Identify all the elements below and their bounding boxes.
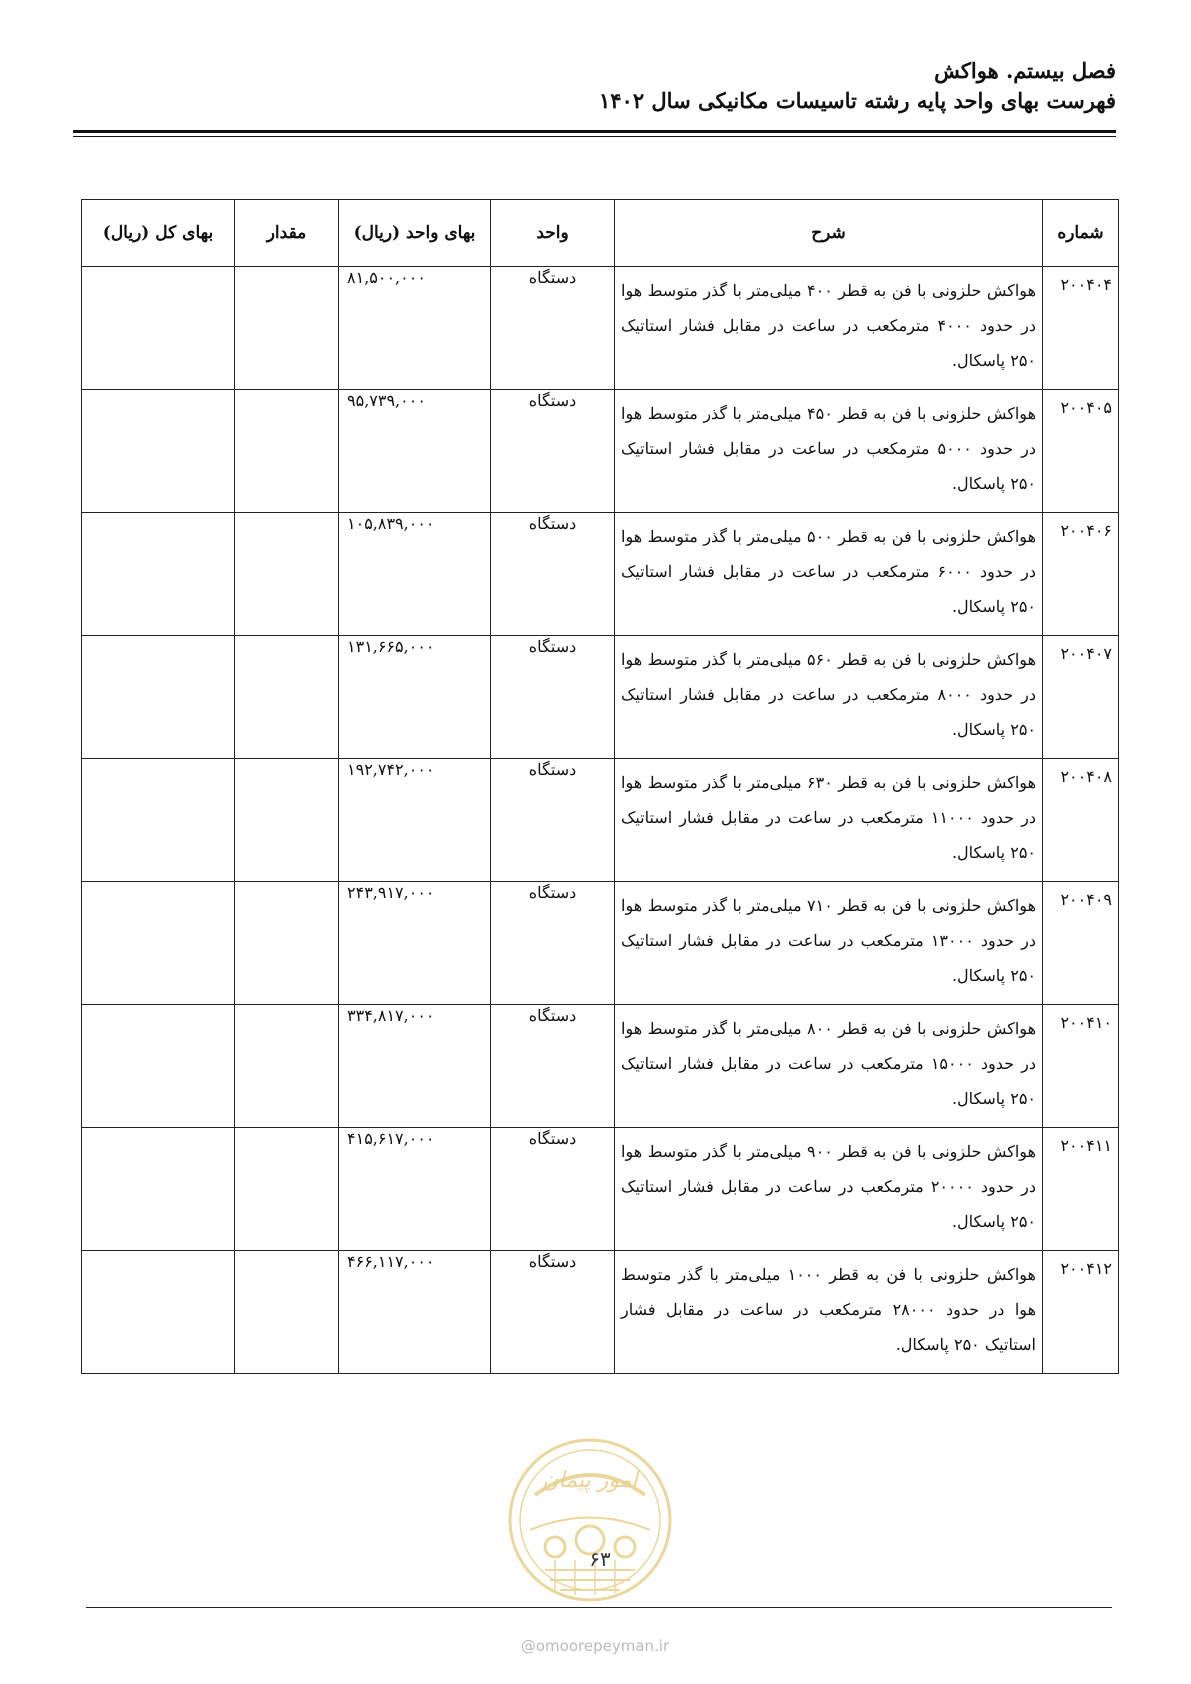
price-list-table [81, 199, 1119, 1374]
item-unit: دستگاه [491, 882, 615, 1005]
table-row [82, 882, 1119, 1005]
table-row [82, 1251, 1119, 1374]
header-rule-thick [73, 130, 1116, 133]
item-description: هواکش حلزونی با فن به قطر ۵۰۰ میلی‌متر با گذر متوسط هوا در حدود ۶۰۰۰ مترمکعب در ساعت در مقابل فشار استاتیک ۲۵۰ پاسکال. [615, 513, 1043, 636]
table-row [82, 390, 1119, 513]
item-unit: دستگاه [491, 636, 615, 759]
item-quantity [235, 390, 339, 513]
item-unit-price: ۹۵,۷۳۹,۰۰۰ [339, 390, 491, 513]
item-unit-price: ۸۱,۵۰۰,۰۰۰ [339, 267, 491, 390]
item-quantity [235, 882, 339, 1005]
item-total-price [82, 390, 235, 513]
table-header-row [82, 200, 1119, 267]
item-code: ۲۰۰۴۰۹ [1043, 882, 1119, 1005]
document-subtitle: فهرست بهای واحد پایه رشته تاسیسات مکانیکی سال ۱۴۰۲ [598, 88, 1116, 113]
col-header-unit: واحد [491, 200, 615, 267]
item-description: هواکش حلزونی با فن به قطر ۹۰۰ میلی‌متر با گذر متوسط هوا در حدود ۲۰۰۰۰ مترمکعب در ساعت در مقابل فشار استاتیک ۲۵۰ پاسکال. [615, 1128, 1043, 1251]
item-total-price [82, 267, 235, 390]
item-unit: دستگاه [491, 1251, 615, 1374]
website-handle: @omoorepeyman.ir [520, 1637, 670, 1655]
item-unit: دستگاه [491, 267, 615, 390]
item-unit-price: ۱۰۵,۸۳۹,۰۰۰ [339, 513, 491, 636]
item-code: ۲۰۰۴۰۸ [1043, 759, 1119, 882]
item-quantity [235, 1128, 339, 1251]
item-code: ۲۰۰۴۰۷ [1043, 636, 1119, 759]
item-code: ۲۰۰۴۱۱ [1043, 1128, 1119, 1251]
item-code: ۲۰۰۴۰۶ [1043, 513, 1119, 636]
item-total-price [82, 1251, 235, 1374]
item-description: هواکش حلزونی با فن به قطر ۴۵۰ میلی‌متر با گذر متوسط هوا در حدود ۵۰۰۰ مترمکعب در ساعت در مقابل فشار استاتیک ۲۵۰ پاسکال. [615, 390, 1043, 513]
item-total-price [82, 513, 235, 636]
item-description: هواکش حلزونی با فن به قطر ۸۰۰ میلی‌متر با گذر متوسط هوا در حدود ۱۵۰۰۰ مترمکعب در ساعت در مقابل فشار استاتیک ۲۵۰ پاسکال. [615, 1005, 1043, 1128]
col-header-code: شماره [1043, 200, 1119, 267]
item-description: هواکش حلزونی با فن به قطر ۴۰۰ میلی‌متر با گذر متوسط هوا در حدود ۴۰۰۰ مترمکعب در ساعت در مقابل فشار استاتیک ۲۵۰ پاسکال. [615, 267, 1043, 390]
item-quantity [235, 759, 339, 882]
col-header-total: بهای کل (ریال) [82, 200, 235, 267]
table-row [82, 513, 1119, 636]
item-total-price [82, 636, 235, 759]
item-quantity [235, 636, 339, 759]
table-row [82, 1128, 1119, 1251]
item-description: هواکش حلزونی با فن به قطر ۶۳۰ میلی‌متر با گذر متوسط هوا در حدود ۱۱۰۰۰ مترمکعب در ساعت در مقابل فشار استاتیک ۲۵۰ پاسکال. [615, 759, 1043, 882]
chapter-title: فصل بیستم. هواکش [934, 58, 1116, 83]
table-row [82, 267, 1119, 390]
item-unit-price: ۴۶۶,۱۱۷,۰۰۰ [339, 1251, 491, 1374]
item-unit-price: ۲۴۳,۹۱۷,۰۰۰ [339, 882, 491, 1005]
item-code: ۲۰۰۴۱۲ [1043, 1251, 1119, 1374]
item-unit-price: ۱۳۱,۶۶۵,۰۰۰ [339, 636, 491, 759]
watermark-seal-icon [505, 1435, 675, 1605]
item-total-price [82, 882, 235, 1005]
item-code: ۲۰۰۴۱۰ [1043, 1005, 1119, 1128]
col-header-desc: شرح [615, 200, 1043, 267]
item-unit-price: ۱۹۲,۷۴۲,۰۰۰ [339, 759, 491, 882]
item-unit: دستگاه [491, 1128, 615, 1251]
item-total-price [82, 1128, 235, 1251]
item-unit: دستگاه [491, 513, 615, 636]
page-header [75, 56, 1116, 116]
table-row [82, 1005, 1119, 1128]
item-quantity [235, 1005, 339, 1128]
col-header-qty: مقدار [235, 200, 339, 267]
item-quantity [235, 513, 339, 636]
footer-rule [86, 1607, 1112, 1608]
item-unit: دستگاه [491, 390, 615, 513]
table-row [82, 636, 1119, 759]
item-total-price [82, 759, 235, 882]
item-description: هواکش حلزونی با فن به قطر ۵۶۰ میلی‌متر با گذر متوسط هوا در حدود ۸۰۰۰ مترمکعب در ساعت در مقابل فشار استاتیک ۲۵۰ پاسکال. [615, 636, 1043, 759]
header-rule-thin [73, 136, 1116, 137]
page-number: ۶۳ [589, 1547, 611, 1571]
item-description: هواکش حلزونی با فن به قطر ۷۱۰ میلی‌متر با گذر متوسط هوا در حدود ۱۳۰۰۰ مترمکعب در ساعت در مقابل فشار استاتیک ۲۵۰ پاسکال. [615, 882, 1043, 1005]
item-unit-price: ۴۱۵,۶۱۷,۰۰۰ [339, 1128, 491, 1251]
col-header-price: بهای واحد (ریال) [339, 200, 491, 267]
item-total-price [82, 1005, 235, 1128]
watermark-text: امور پیمان [542, 1468, 638, 1493]
item-code: ۲۰۰۴۰۴ [1043, 267, 1119, 390]
table-row [82, 759, 1119, 882]
item-unit: دستگاه [491, 759, 615, 882]
item-description: هواکش حلزونی با فن به قطر ۱۰۰۰ میلی‌متر با گذر متوسط هوا در حدود ۲۸۰۰۰ مترمکعب در ساعت در مقابل فشار استاتیک ۲۵۰ پاسکال. [615, 1251, 1043, 1374]
item-code: ۲۰۰۴۰۵ [1043, 390, 1119, 513]
item-unit-price: ۳۳۴,۸۱۷,۰۰۰ [339, 1005, 491, 1128]
item-unit: دستگاه [491, 1005, 615, 1128]
item-quantity [235, 1251, 339, 1374]
item-quantity [235, 267, 339, 390]
